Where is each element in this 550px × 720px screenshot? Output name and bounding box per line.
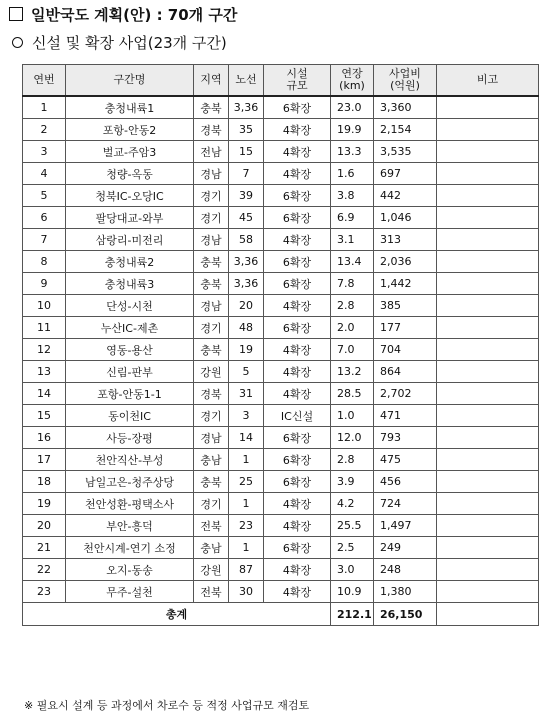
cell-note [437, 229, 539, 251]
cell-scale: 4확장 [264, 339, 331, 361]
total-note [437, 603, 539, 626]
cell-note [437, 383, 539, 405]
header-length [331, 65, 374, 97]
cell-scale: 4확장 [264, 581, 331, 603]
cell-region: 전남 [194, 141, 229, 163]
cell-scale: 6확장 [264, 449, 331, 471]
cell-region: 경기 [194, 185, 229, 207]
table-row [23, 383, 539, 405]
cell-cost: 442 [374, 185, 437, 207]
table-row [23, 559, 539, 581]
cell-no: 23 [23, 581, 66, 603]
cell-region: 경남 [194, 163, 229, 185]
cell-region: 충북 [194, 251, 229, 273]
cell-section: 포항-안동2 [66, 119, 194, 141]
cell-no: 19 [23, 493, 66, 515]
header-route: 노선 [229, 65, 264, 97]
cell-note [437, 581, 539, 603]
cell-route: 14 [229, 427, 264, 449]
header-region: 지역 [194, 65, 229, 97]
cell-section: 영동-용산 [66, 339, 194, 361]
cell-region: 강원 [194, 559, 229, 581]
cell-route: 19 [229, 339, 264, 361]
cell-cost: 1,046 [374, 207, 437, 229]
cell-scale: 4확장 [264, 493, 331, 515]
cell-no: 14 [23, 383, 66, 405]
cell-cost: 2,702 [374, 383, 437, 405]
cell-cost: 697 [374, 163, 437, 185]
cell-note [437, 537, 539, 559]
cell-route: 7 [229, 163, 264, 185]
header-cost-line2: (억원) [390, 79, 420, 92]
cell-note [437, 295, 539, 317]
cell-length: 2.8 [331, 295, 374, 317]
cell-note [437, 141, 539, 163]
table-row [23, 251, 539, 273]
cell-note [437, 163, 539, 185]
cell-length: 3.1 [331, 229, 374, 251]
cell-no: 15 [23, 405, 66, 427]
cell-scale: 6확장 [264, 427, 331, 449]
table-row [23, 96, 539, 119]
cell-route: 25 [229, 471, 264, 493]
header-cost [374, 65, 437, 97]
cell-no: 4 [23, 163, 66, 185]
cell-note [437, 361, 539, 383]
cell-route: 35 [229, 119, 264, 141]
cell-section: 동이천IC [66, 405, 194, 427]
cell-no: 17 [23, 449, 66, 471]
cell-no: 18 [23, 471, 66, 493]
cell-scale: 4확장 [264, 119, 331, 141]
cell-route: 3,36 [229, 251, 264, 273]
cell-cost: 864 [374, 361, 437, 383]
project-table [22, 64, 539, 626]
cell-region: 경기 [194, 493, 229, 515]
cell-route: 5 [229, 361, 264, 383]
cell-length: 13.4 [331, 251, 374, 273]
table-row [23, 471, 539, 493]
cell-note [437, 339, 539, 361]
cell-route: 45 [229, 207, 264, 229]
cell-section: 청량-옥동 [66, 163, 194, 185]
cell-note [437, 185, 539, 207]
cell-no: 9 [23, 273, 66, 295]
cell-route: 3,36 [229, 96, 264, 119]
cell-region: 충남 [194, 449, 229, 471]
cell-scale: 6확장 [264, 96, 331, 119]
cell-route: 48 [229, 317, 264, 339]
cell-length: 10.9 [331, 581, 374, 603]
cell-length: 12.0 [331, 427, 374, 449]
cell-no: 21 [23, 537, 66, 559]
cell-section: 천안시계-연기 소정 [66, 537, 194, 559]
cell-cost: 793 [374, 427, 437, 449]
header-length-line1: 연장 [341, 67, 363, 80]
cell-section: 팔당대교-와부 [66, 207, 194, 229]
cell-no: 5 [23, 185, 66, 207]
cell-cost: 177 [374, 317, 437, 339]
cell-region: 경기 [194, 207, 229, 229]
table-row [23, 185, 539, 207]
cell-scale: 6확장 [264, 471, 331, 493]
document-title [9, 4, 237, 25]
cell-cost: 249 [374, 537, 437, 559]
cell-no: 12 [23, 339, 66, 361]
header-length-line2: (km) [339, 79, 365, 92]
total-row [23, 603, 539, 626]
cell-note [437, 119, 539, 141]
cell-region: 강원 [194, 361, 229, 383]
cell-region: 전북 [194, 581, 229, 603]
cell-no: 7 [23, 229, 66, 251]
cell-no: 20 [23, 515, 66, 537]
table-row [23, 405, 539, 427]
cell-length: 3.8 [331, 185, 374, 207]
table-row [23, 207, 539, 229]
cell-region: 충북 [194, 273, 229, 295]
cell-section: 사등-장평 [66, 427, 194, 449]
cell-region: 경북 [194, 383, 229, 405]
cell-route: 58 [229, 229, 264, 251]
header-scale [264, 65, 331, 97]
cell-length: 25.5 [331, 515, 374, 537]
cell-cost: 385 [374, 295, 437, 317]
table-row [23, 273, 539, 295]
cell-cost: 704 [374, 339, 437, 361]
cell-route: 39 [229, 185, 264, 207]
header-scale-line2: 규모 [286, 79, 308, 92]
cell-section: 단성-시천 [66, 295, 194, 317]
cell-note [437, 317, 539, 339]
footnote: ※ 필요시 설계 등 과정에서 차로수 등 적정 사업규모 재검토 [24, 699, 310, 712]
cell-region: 경남 [194, 229, 229, 251]
cell-note [437, 493, 539, 515]
cell-no: 22 [23, 559, 66, 581]
cell-length: 2.5 [331, 537, 374, 559]
header-cost-line1: 사업비 [389, 67, 421, 80]
cell-note [437, 96, 539, 119]
cell-scale: 6확장 [264, 251, 331, 273]
table-row [23, 361, 539, 383]
cell-route: 1 [229, 537, 264, 559]
table-header [23, 65, 539, 97]
cell-length: 2.8 [331, 449, 374, 471]
cell-scale: 6확장 [264, 185, 331, 207]
cell-scale: 6확장 [264, 317, 331, 339]
cell-cost: 475 [374, 449, 437, 471]
cell-length: 4.2 [331, 493, 374, 515]
table-row [23, 581, 539, 603]
cell-section: 충청내륙3 [66, 273, 194, 295]
table-row [23, 295, 539, 317]
cell-length: 2.0 [331, 317, 374, 339]
cell-length: 28.5 [331, 383, 374, 405]
table-row [23, 537, 539, 559]
table-row [23, 493, 539, 515]
document-title-text: 일반국도 계획(안) : 70개 구간 [31, 6, 238, 24]
section-subtitle [12, 32, 227, 53]
cell-route: 30 [229, 581, 264, 603]
cell-cost: 2,154 [374, 119, 437, 141]
cell-note [437, 427, 539, 449]
table-row [23, 119, 539, 141]
cell-region: 충북 [194, 339, 229, 361]
cell-route: 31 [229, 383, 264, 405]
cell-no: 11 [23, 317, 66, 339]
table-row [23, 229, 539, 251]
cell-cost: 1,497 [374, 515, 437, 537]
cell-cost: 3,535 [374, 141, 437, 163]
cell-cost: 724 [374, 493, 437, 515]
cell-route: 3,36 [229, 273, 264, 295]
cell-note [437, 207, 539, 229]
cell-no: 16 [23, 427, 66, 449]
cell-note [437, 449, 539, 471]
cell-scale: 6확장 [264, 207, 331, 229]
cell-note [437, 559, 539, 581]
cell-note [437, 405, 539, 427]
cell-cost: 471 [374, 405, 437, 427]
cell-no: 13 [23, 361, 66, 383]
header-no: 연번 [23, 65, 66, 97]
cell-section: 충청내륙1 [66, 96, 194, 119]
cell-region: 경기 [194, 317, 229, 339]
cell-section: 천안직산-부성 [66, 449, 194, 471]
table-body [23, 96, 539, 603]
cell-scale: 4확장 [264, 163, 331, 185]
cell-route: 1 [229, 493, 264, 515]
cell-no: 1 [23, 96, 66, 119]
cell-cost: 1,380 [374, 581, 437, 603]
cell-length: 7.0 [331, 339, 374, 361]
cell-length: 13.3 [331, 141, 374, 163]
table-row [23, 427, 539, 449]
cell-scale: 6확장 [264, 537, 331, 559]
cell-note [437, 273, 539, 295]
cell-region: 경남 [194, 427, 229, 449]
cell-section: 무주-설천 [66, 581, 194, 603]
total-length: 212.1 [331, 603, 374, 626]
cell-cost: 313 [374, 229, 437, 251]
cell-scale: 4확장 [264, 515, 331, 537]
cell-length: 13.2 [331, 361, 374, 383]
cell-route: 3 [229, 405, 264, 427]
cell-note [437, 251, 539, 273]
cell-no: 10 [23, 295, 66, 317]
cell-route: 87 [229, 559, 264, 581]
cell-scale: 4확장 [264, 383, 331, 405]
cell-scale: 6확장 [264, 273, 331, 295]
header-scale-line1: 시설 [286, 67, 308, 80]
cell-length: 1.0 [331, 405, 374, 427]
cell-region: 경남 [194, 295, 229, 317]
cell-section: 오지-동송 [66, 559, 194, 581]
cell-section: 신림-판부 [66, 361, 194, 383]
cell-scale: 4확장 [264, 141, 331, 163]
header-note: 비고 [437, 65, 539, 97]
section-subtitle-text: 신설 및 확장 사업(23개 구간) [32, 34, 227, 52]
cell-scale: 4확장 [264, 559, 331, 581]
table-row [23, 339, 539, 361]
cell-cost: 3,360 [374, 96, 437, 119]
cell-no: 8 [23, 251, 66, 273]
cell-no: 6 [23, 207, 66, 229]
cell-no: 2 [23, 119, 66, 141]
cell-route: 20 [229, 295, 264, 317]
cell-section: 천안성환-평택소사 [66, 493, 194, 515]
total-cost: 26,150 [374, 603, 437, 626]
cell-scale: 4확장 [264, 295, 331, 317]
cell-route: 15 [229, 141, 264, 163]
cell-route: 1 [229, 449, 264, 471]
cell-section: 충청내륙2 [66, 251, 194, 273]
cell-length: 23.0 [331, 96, 374, 119]
cell-scale: IC신설 [264, 405, 331, 427]
cell-length: 7.8 [331, 273, 374, 295]
cell-length: 6.9 [331, 207, 374, 229]
cell-scale: 4확장 [264, 361, 331, 383]
cell-note [437, 515, 539, 537]
cell-section: 부안-흥덕 [66, 515, 194, 537]
hollow-circle-bullet-icon [12, 37, 23, 48]
header-section: 구간명 [66, 65, 194, 97]
cell-section: 삼랑리-미전리 [66, 229, 194, 251]
cell-section: 벌교-주암3 [66, 141, 194, 163]
cell-length: 3.9 [331, 471, 374, 493]
cell-region: 전북 [194, 515, 229, 537]
cell-region: 경북 [194, 119, 229, 141]
checkbox-square-icon [9, 7, 23, 21]
cell-length: 19.9 [331, 119, 374, 141]
cell-region: 충북 [194, 471, 229, 493]
cell-cost: 248 [374, 559, 437, 581]
total-label: 총계 [23, 603, 331, 626]
cell-scale: 4확장 [264, 229, 331, 251]
cell-region: 충북 [194, 96, 229, 119]
table-row [23, 515, 539, 537]
table-row [23, 317, 539, 339]
cell-no: 3 [23, 141, 66, 163]
cell-cost: 1,442 [374, 273, 437, 295]
cell-cost: 456 [374, 471, 437, 493]
cell-route: 23 [229, 515, 264, 537]
cell-section: 포항-안동1-1 [66, 383, 194, 405]
cell-note [437, 471, 539, 493]
table-row [23, 141, 539, 163]
cell-length: 1.6 [331, 163, 374, 185]
cell-length: 3.0 [331, 559, 374, 581]
cell-region: 충남 [194, 537, 229, 559]
table-row [23, 449, 539, 471]
cell-section: 남일고은-청주상당 [66, 471, 194, 493]
cell-section: 청북IC-오당IC [66, 185, 194, 207]
cell-section: 누산IC-제촌 [66, 317, 194, 339]
table-row [23, 163, 539, 185]
cell-region: 경기 [194, 405, 229, 427]
cell-cost: 2,036 [374, 251, 437, 273]
